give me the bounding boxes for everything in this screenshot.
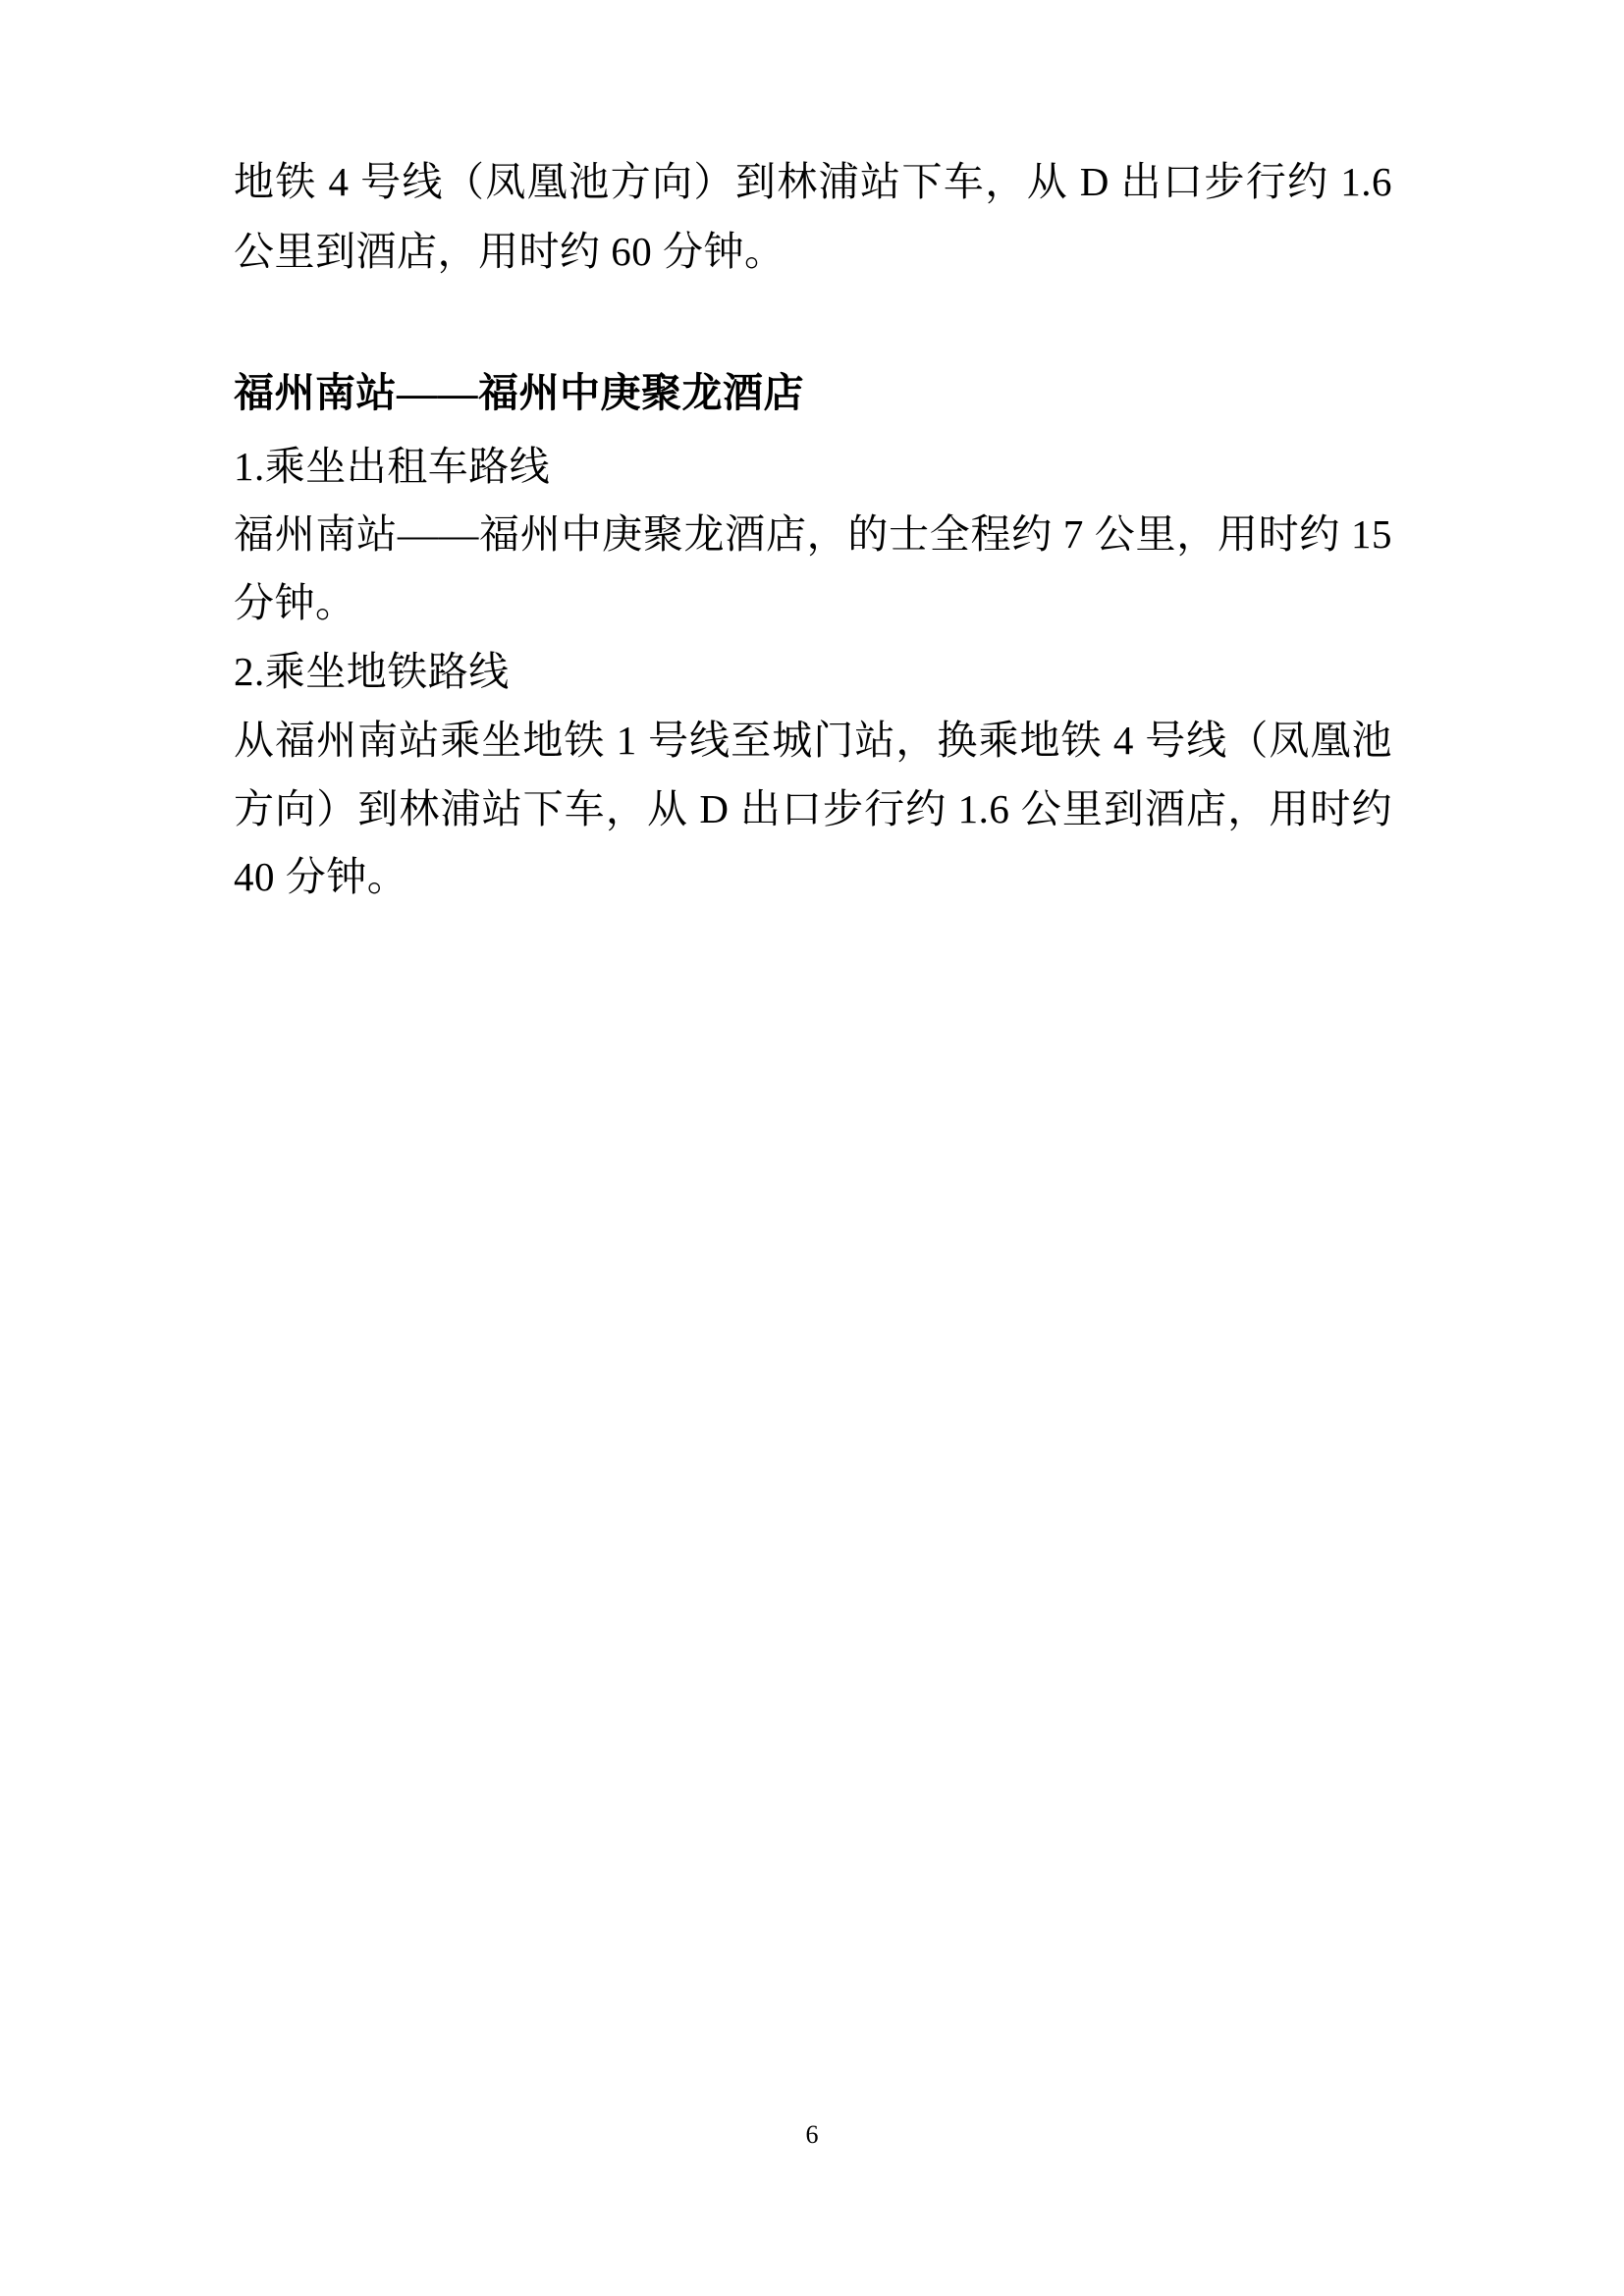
list-item-metro-route: 2.乘坐地铁路线 bbox=[234, 649, 510, 695]
paragraph-taxi-detail: 福州南站——福州中庚聚龙酒店，的士全程约 7 公里，用时约 15 分钟。 bbox=[234, 511, 1392, 625]
document-body bbox=[234, 147, 1392, 912]
heading-fuzhou-south-to-hotel: 福州南站——福州中庚聚龙酒店 bbox=[234, 370, 804, 416]
list-item-taxi-route: 1.乘坐出租车路线 bbox=[234, 443, 551, 489]
paragraph-intro-route: 地铁 4 号线（凤凰池方向）到林浦站下车，从 D 出口步行约 1.6 公里到酒店，用时约 60 分钟。 bbox=[234, 159, 1392, 274]
page-number: 6 bbox=[805, 2120, 819, 2149]
section-spacer bbox=[234, 286, 1392, 358]
paragraph-metro-detail: 从福州南站乘坐地铁 1 号线至城门站，换乘地铁 4 号线（凤凰池方向）到林浦站下车，从 D 出口步行约 1.6 公里到酒店，用时约 40 分钟。 bbox=[234, 717, 1392, 900]
